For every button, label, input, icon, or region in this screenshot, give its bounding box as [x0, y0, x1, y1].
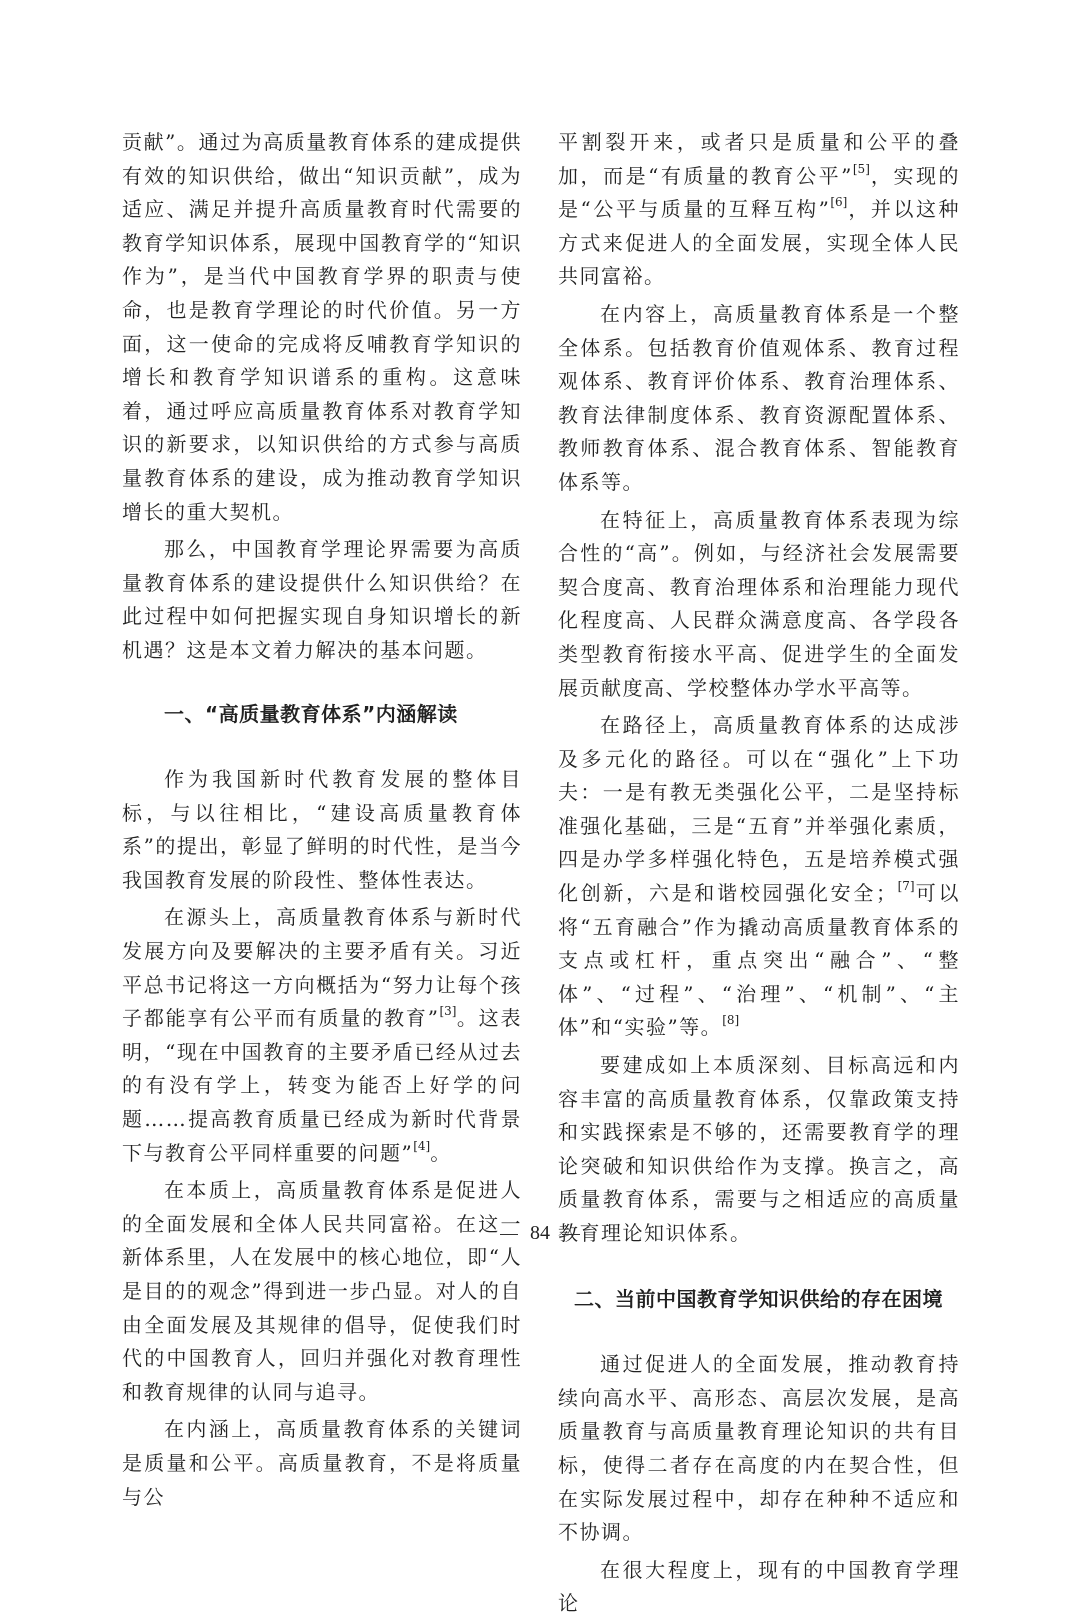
page-number-text: 84 [530, 1222, 550, 1244]
text-run: ，并以这种方式来促进人的全面发展，实现全体人民共同富裕。 [558, 197, 961, 289]
paragraph: 在内涵上，高质量教育体系的关键词是质量和公平。高质量教育，不是将质量与公 [122, 1417, 522, 1509]
dash-right [562, 1234, 580, 1235]
section-heading-2: 二、当前中国教育学知识供给的存在困境 [574, 1286, 943, 1311]
text-run: 在路径上，高质量教育体系的达成涉及多元化的路径。可以在“强化”上下功夫：一是有教无类强化公平，二是坚持标准强化基础，三是“五育”并举强化素质，四是办学多样强化特色，五是培养模式强化创新，六是和谐校园强化安全； [558, 713, 960, 906]
left-column [122, 126, 522, 1514]
paragraph [558, 126, 960, 294]
citation-ref: [4] [413, 1138, 431, 1153]
paragraph [122, 901, 522, 1170]
paragraph [558, 709, 960, 1045]
paragraph: 贡献”。通过为高质量教育体系的建成提供有效的知识供给，做出“知识贡献”，成为适应、满足并提升高质量教育时代需要的教育学知识体系，展现中国教育学的“知识作为”，是当代中国教育学界的职责与使命，也是教育学理论的时代价值。另一方面，这一使命的完成将反哺教育学知识的增长和教育学知识谱系的重构。这意味着，通过呼应高质量教育体系对教育学知识的新要求，以知识供给的方式参与高质量教育体系的建设，成为推动教育学知识增长的重大契机。 [122, 130, 522, 524]
paragraph: 通过促进人的全面发展，推动教育持续向高水平、高形态、高层次发展，是高质量教育与高质量教育理论知识的共有目标，使得二者存在高度的内在契合性，但在实际发展过程中，却存在种种不适应和不协调。 [558, 1352, 960, 1545]
citation-ref: [7] [897, 879, 915, 894]
paragraph: 要建成如上本质深刻、目标高远和内容丰富的高质量教育体系，仅靠政策支持和实践探索是不够的，还需要教育学的理论突破和知识供给作为支撑。换言之，高质量教育体系，需要与之相适应的高质量教育理论知识体系。 [558, 1053, 960, 1245]
text-run: 在源头上，高质量教育体系与新时代发展方向及要解决的主要矛盾有关。习近平总书记将这一方向概括为“努力让每个孩子都能享有公平而有质量的教育” [122, 905, 522, 1031]
section-heading-1: 一、“高质量教育体系”内涵解读 [164, 701, 458, 726]
paragraph: 在很大程度上，现有的中国教育学理论 [558, 1557, 960, 1616]
paragraph: 在内容上，高质量教育体系是一个整全体系。包括教育价值观体系、教育过程观体系、教育评价体系、教育治理体系、教育法律制度体系、教育资源配置体系、教师教育体系、混合教育体系、智能教育体系等。 [558, 301, 960, 494]
right-column [558, 126, 960, 1621]
text-run: 可以将“五育融合”作为撬动高质量教育体系的支点或杠杆，重点突出“融合”、“整体”、“过程”、“治理”、“机制”、“主体”和“实验”等。 [558, 881, 960, 1040]
paragraph: 那么，中国教育学理论界需要为高质量教育体系的建设提供什么知识供给？在此过程中如何把握实现自身知识增长的新机遇？这是本文着力解决的基本问题。 [122, 537, 522, 662]
citation-ref: [8] [722, 1013, 740, 1028]
citation-ref: [3] [439, 1004, 457, 1019]
paragraph: 在特征上，高质量教育体系表现为综合性的“高”。例如，与经济社会发展需要契合度高、教育治理体系和治理能力现代化程度高、人民群众满意度高、各学段各类型教育衔接水平高、促进学生的全面发展贡献度高、学校整体办学水平高等。 [558, 507, 960, 700]
text-run: 。 [430, 1140, 452, 1165]
citation-ref: [6] [830, 195, 848, 210]
dash-left [500, 1234, 518, 1235]
paragraph: 作为我国新时代教育发展的整体目标，与以往相比，“建设高质量教育体系”的提出，彰显了鲜明的时代性，是当今我国教育发展的阶段性、整体性表达。 [122, 767, 522, 892]
text-run: 。这表明，“现在中国教育的主要矛盾已经从过去的有没有学上，转变为能否上好学的问题……提高教育质量已经成为新时代背景下与教育公平同样重要的问题” [122, 1006, 523, 1165]
citation-ref: [5] [852, 161, 870, 176]
page-number [0, 1222, 1080, 1245]
text-run: ，实现的是“公平与质量的互释互构” [558, 163, 961, 222]
text-run: 平割裂开来，或者只是质量和公平的叠加，而是“有质量的教育公平” [558, 130, 960, 188]
paragraph: 在本质上，高质量教育体系是促进人的全面发展和全体人民共同富裕。在这一新体系里，人在发展中的核心地位，即“人是目的的观念”得到进一步凸显。对人的自由全面发展及其规律的倡导，促使我们时代的中国教育人，回归并强化对教育理性和教育规律的认同与追寻。 [122, 1178, 522, 1404]
